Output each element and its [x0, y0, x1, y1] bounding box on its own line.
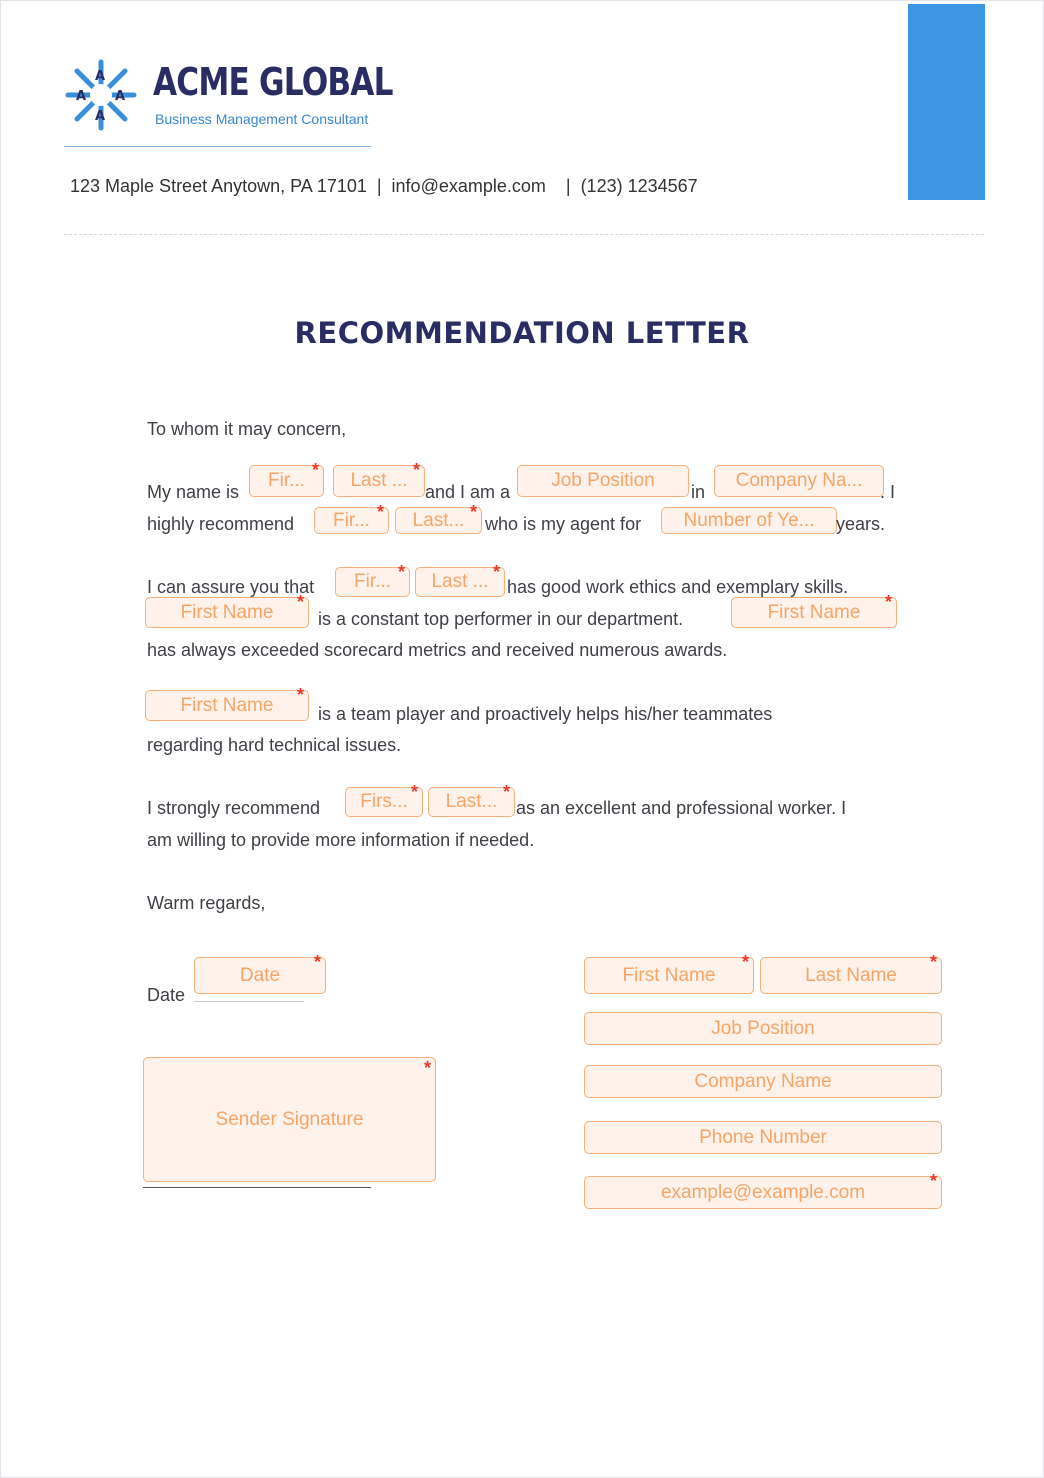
field-placeholder: Last ... [350, 470, 408, 491]
required-marker: * [412, 460, 420, 480]
logo-divider [64, 146, 371, 147]
field-placeholder: Fir... [354, 571, 391, 592]
date-label: Date [147, 985, 186, 1005]
last-name-field[interactable] [333, 460, 425, 497]
field-placeholder: Last ... [431, 571, 489, 592]
field-placeholder: Job Position [551, 470, 655, 491]
body-text: years. [836, 514, 886, 534]
sender-first-name-field[interactable] [584, 952, 754, 994]
body-text: highly recommend [147, 514, 295, 534]
required-marker: * [410, 782, 418, 802]
first-name-field[interactable] [731, 592, 897, 628]
sender-company-name-field[interactable] [584, 1065, 942, 1098]
required-marker: * [492, 562, 500, 582]
last-name-field[interactable] [428, 782, 515, 817]
field-placeholder: example@example.com [660, 1181, 866, 1203]
brand-tagline: Business Management Consultant [155, 111, 369, 127]
body-text: has good work ethics and exemplary skills. [507, 577, 849, 597]
closing: Warm regards, [147, 893, 266, 913]
field-placeholder: Phone Number [699, 1126, 827, 1148]
last-name-field[interactable] [415, 562, 505, 597]
required-marker: * [929, 952, 937, 972]
body-text: and I am a [425, 482, 511, 502]
sender-phone-number-field[interactable] [584, 1121, 942, 1154]
svg-text:A: A [95, 109, 106, 124]
required-marker: * [296, 592, 304, 612]
required-marker: * [296, 685, 304, 705]
field-placeholder: Fir... [333, 509, 370, 531]
body-text: regarding hard technical issues. [147, 735, 402, 755]
field-placeholder: Last... [412, 509, 465, 531]
body-text: who is my agent for [485, 514, 642, 534]
brand-name: ACME GLOBAL [153, 60, 393, 104]
document-title: RECOMMENDATION LETTER [294, 316, 750, 350]
body-text: . I [880, 482, 896, 502]
first-name-field[interactable] [314, 502, 389, 534]
header-divider [64, 234, 984, 235]
field-placeholder: Sender Signature [215, 1108, 364, 1130]
body-text: as an excellent and professional worker. I [516, 798, 847, 818]
greeting: To whom it may concern, [147, 419, 347, 439]
first-name-field[interactable] [249, 460, 324, 497]
company-name-field[interactable] [714, 465, 884, 497]
first-name-field[interactable] [345, 782, 423, 817]
sender-email-field[interactable] [584, 1171, 942, 1209]
required-marker: * [423, 1058, 431, 1078]
svg-text:A: A [115, 89, 126, 104]
signature-line [143, 1187, 371, 1188]
field-placeholder: Fir... [268, 470, 305, 491]
number-of-years-field[interactable] [661, 507, 837, 534]
field-placeholder: First Name [180, 601, 274, 623]
required-marker: * [311, 460, 319, 480]
contact-line: 123 Maple Street Anytown, PA 17101 | info@example.com | (123) 1234567 [70, 176, 698, 196]
field-placeholder: Firs... [360, 791, 408, 812]
required-marker: * [502, 782, 510, 802]
acme-logo-icon [64, 58, 138, 132]
field-placeholder: First Name [622, 964, 716, 986]
required-marker: * [376, 502, 384, 522]
date-underline [194, 1001, 304, 1002]
sender-job-position-field[interactable] [584, 1012, 942, 1045]
required-marker: * [929, 1171, 937, 1191]
required-marker: * [741, 952, 749, 972]
field-placeholder: Company Na... [735, 470, 863, 491]
body-text: I can assure you that [147, 577, 315, 597]
accent-bar [908, 4, 985, 200]
svg-text:A: A [76, 89, 87, 104]
body-text: My name is [147, 482, 240, 502]
field-placeholder: Job Position [711, 1017, 815, 1039]
required-marker: * [884, 592, 892, 612]
required-marker: * [469, 502, 477, 522]
required-marker: * [397, 562, 405, 582]
date-field[interactable] [194, 952, 326, 994]
field-placeholder: Last... [445, 791, 498, 812]
job-position-field[interactable] [517, 465, 689, 497]
field-placeholder: First Name [767, 601, 861, 623]
body-text: has always exceeded scorecard metrics and received numerous awards. [147, 640, 728, 660]
first-name-field[interactable] [145, 685, 309, 721]
body-text: in [691, 482, 706, 502]
field-placeholder: Date [239, 964, 281, 986]
field-placeholder: Number of Ye... [683, 509, 815, 531]
body-text: I strongly recommend [147, 798, 321, 818]
first-name-field[interactable] [145, 592, 309, 628]
first-name-field[interactable] [335, 562, 410, 597]
body-text: is a team player and proactively helps his/her teammates [318, 704, 773, 724]
last-name-field[interactable] [395, 502, 482, 534]
sender-signature-field[interactable] [143, 1057, 436, 1182]
field-placeholder: Company Name [694, 1070, 832, 1092]
field-placeholder: Last Name [805, 964, 897, 986]
body-text: is a constant top performer in our department. [318, 609, 684, 629]
svg-text:A: A [95, 69, 106, 84]
field-placeholder: First Name [180, 694, 274, 716]
sender-last-name-field[interactable] [760, 952, 942, 994]
body-text: am willing to provide more information if needed. [147, 830, 535, 850]
required-marker: * [313, 952, 321, 972]
